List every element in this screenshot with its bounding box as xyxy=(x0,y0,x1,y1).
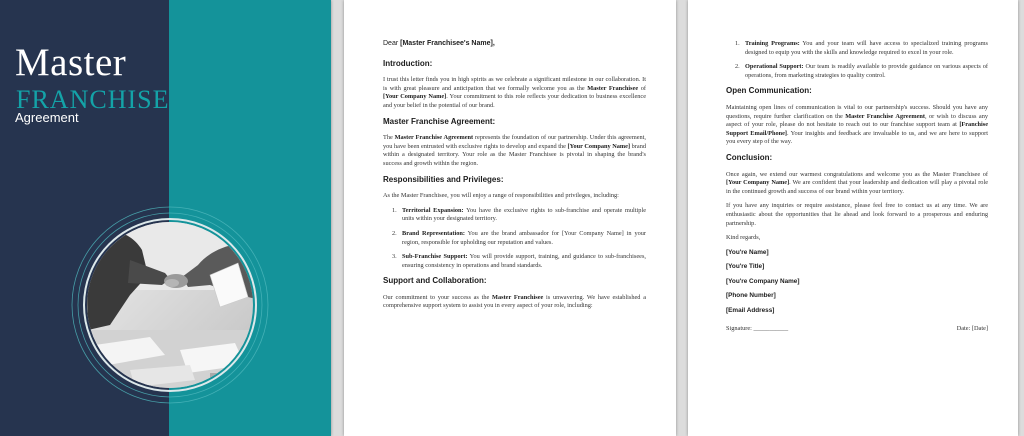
conclusion-paragraph-2: If you have any inquiries or require assistance, please feel free to contact us at any time. We are enthusiastic about the opportunities that lie ahead and look forward to a prosperous and enduring partnership. xyxy=(726,202,988,227)
list-number: 3. xyxy=(392,253,397,261)
handshake-photo xyxy=(70,205,270,405)
open-text-3: . Your insights and feedback are invaluable to us, and we are here to support you every step of the way. xyxy=(726,129,989,146)
list-item xyxy=(383,230,646,247)
cover-title-franchise: FRANCHISE xyxy=(16,85,170,114)
intro-text-2: of xyxy=(638,84,646,92)
mfa-text-1: The xyxy=(383,134,395,142)
salutation-prefix: Dear xyxy=(383,40,401,47)
list-item-title: Territorial Expansion: xyxy=(402,206,464,214)
letter-page-1 xyxy=(344,0,676,436)
list-item xyxy=(383,253,646,270)
mfa-bold-1: Master Franchise Agreement xyxy=(394,134,474,142)
intro-text-3: . Your commitment to this role reflects your dedication to business excellence and your belief in the potential of our brand. xyxy=(383,93,646,109)
intro-text-1: I trust this letter finds you in high spirits as we celebrate a significant milestone in our collaboration. It is with great pleasure and anticipation that we formally welcome you as the xyxy=(383,76,646,92)
master-franchise-agreement-paragraph xyxy=(383,134,646,168)
introduction-heading: Introduction: xyxy=(383,58,433,68)
support-paragraph xyxy=(383,294,646,311)
concl-text-2: . We are confident that your leadership and dedication will play a pivotal role in the continued growth and success of our brand within your territory. xyxy=(726,179,988,195)
list-item-title: Brand Representation: xyxy=(402,229,465,237)
letter-page-2 xyxy=(688,0,1018,436)
cover-title-master: Master xyxy=(15,41,127,84)
list-item-text: You will provide support, training, and guidance to sub-franchisees, ensuring consistency in operations and brand standards. xyxy=(402,253,646,269)
responsibilities-intro: As the Master Franchisee, you will enjoy a range of responsibilities and privileges, including: xyxy=(383,192,619,200)
conclusion-paragraph-1 xyxy=(726,171,988,197)
support-heading: Support and Collaboration: xyxy=(383,276,487,286)
mfa-text-2: represents the foundation of our partnership. Under this agreement, you have been entrusted with exclusive rights to develop and expand the xyxy=(383,134,646,150)
support-list xyxy=(726,40,988,80)
salutation xyxy=(383,40,646,49)
signer-phone: [Phone Number] xyxy=(726,292,776,300)
responsibilities-heading: Responsibilities and Privileges: xyxy=(383,174,504,184)
list-item xyxy=(726,40,988,57)
salutation-name: [Master Franchisee's Name], xyxy=(400,40,495,47)
intro-bold-1: Master Franchisee xyxy=(587,84,639,92)
support-text-1: Our commitment to your success as the xyxy=(383,293,493,301)
list-number: 1. xyxy=(392,206,397,214)
list-item-text: You have the exclusive rights to sub-franchise and operate multiple units within your designated territory. xyxy=(402,206,646,223)
open-text-2: , or wish to discuss any aspect of your role, please do not hesitate to reach out to our franchise support team at xyxy=(726,112,988,129)
signer-company: [You're Company Name] xyxy=(726,277,800,285)
open-bold-1: Master Franchise Agreement xyxy=(845,112,926,120)
mfa-text-3: brand within a designated territory. Your role as the Master Franchisee is pivotal in shaping the brand's success and growth within the region. xyxy=(383,142,646,167)
intro-bold-2: [Your Company Name] xyxy=(383,93,447,101)
list-item-text: You and your team will have access to specialized training programs designed to equip you with the skills and knowledge required to excel in your role. xyxy=(745,40,988,56)
mfa-bold-2: [Your Company Name] xyxy=(567,142,631,150)
cover-page xyxy=(0,0,331,436)
master-franchise-agreement-heading: Master Franchise Agreement: xyxy=(383,116,496,126)
signer-title: [You're Title] xyxy=(726,263,765,271)
date-field: Date: [Date] xyxy=(956,324,988,332)
cover-title-agreement: Agreement xyxy=(15,110,79,125)
list-item-title: Sub-Franchise Support: xyxy=(402,253,468,261)
list-number: 2. xyxy=(735,63,740,71)
list-item xyxy=(726,63,988,80)
list-number: 2. xyxy=(392,229,397,237)
signature-field: Signature: ___________ xyxy=(726,324,789,332)
list-item xyxy=(383,207,646,224)
list-number: 1. xyxy=(735,40,740,47)
open-text-1: Maintaining open lines of communication is vital to our partnership's success. Should you have any questions, require further clarification on the xyxy=(726,103,988,120)
introduction-paragraph xyxy=(383,76,646,110)
closing-regards: Kind regards, xyxy=(726,234,761,242)
conclusion-heading: Conclusion: xyxy=(726,152,773,162)
concl-text-1: Once again, we extend our warmest congratulations and welcome you as the Master Franchisee of xyxy=(726,170,988,178)
support-bold-1: Master Franchisee xyxy=(492,293,544,301)
responsibilities-list xyxy=(383,207,646,271)
list-item-text: You are the brand ambassador for [Your Company Name] in your region, responsible for upholding our reputation and values. xyxy=(402,229,646,246)
list-item-title: Operational Support: xyxy=(745,63,804,71)
support-text-2: is unwavering. We have established a comprehensive support system to assist you in every aspect of your role, including: xyxy=(383,293,646,310)
list-item-text: Our team is readily available to provide guidance on various aspects of operations, from marketing strategies to quality control. xyxy=(745,63,988,79)
open-communication-paragraph xyxy=(726,104,988,147)
signature-row xyxy=(726,325,988,334)
concl-bold-1: [Your Company Name] xyxy=(726,179,790,187)
signer-name: [You're Name] xyxy=(726,248,769,256)
signer-email: [Email Address] xyxy=(726,307,775,315)
list-item-title: Training Programs: xyxy=(745,40,800,47)
open-communication-heading: Open Communication: xyxy=(726,86,812,96)
open-bold-2: [Franchise Support Email/Phone] xyxy=(726,121,988,137)
